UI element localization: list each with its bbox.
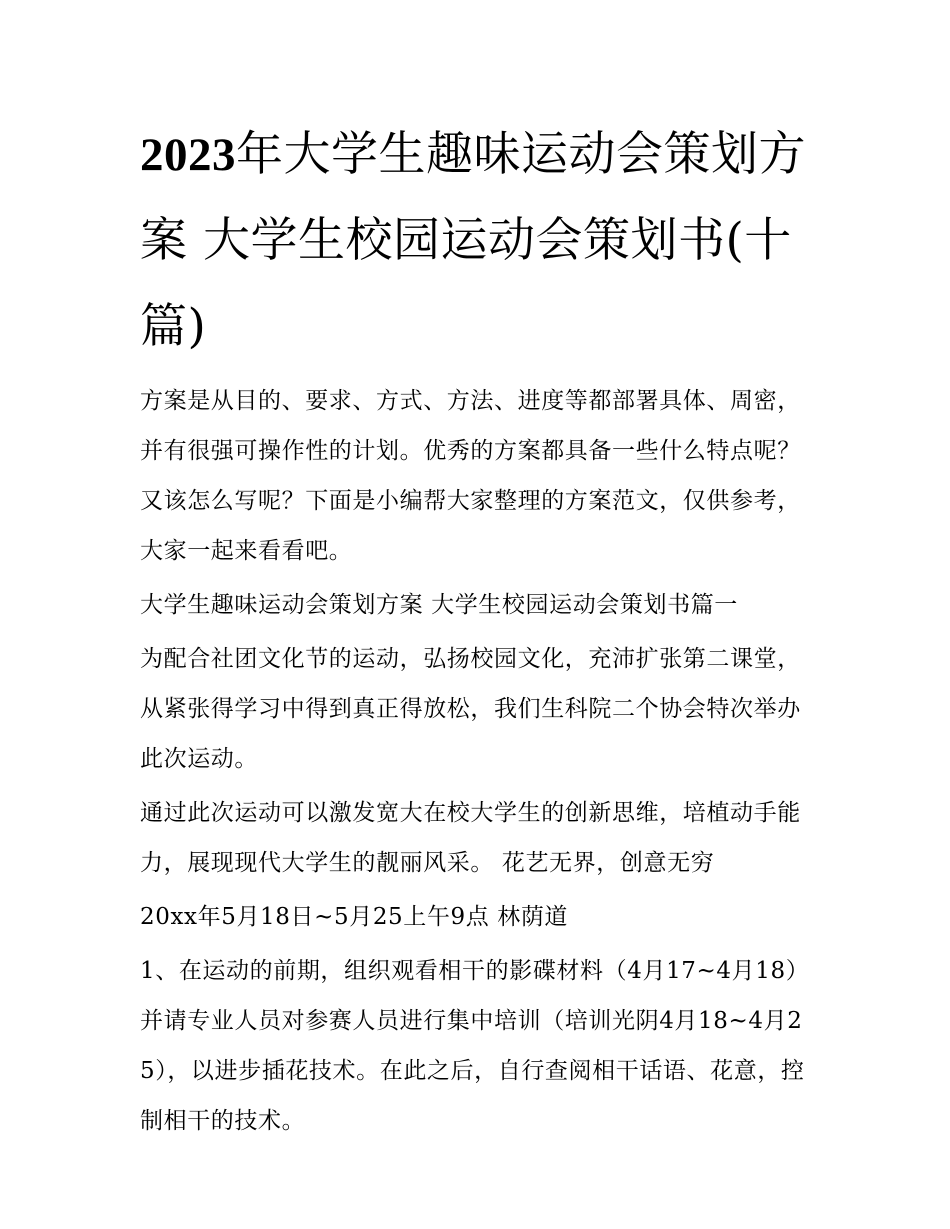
title-year: 2023 — [140, 129, 236, 181]
document-title — [140, 112, 820, 370]
time-place-paragraph: 20xx年5月18日~5月25上午9点 林荫道 — [140, 904, 569, 930]
intro-paragraph: 方案是从目的、要求、方式、方法、进度等都部署具体、周密，并有很强可操作性的计划。优秀的方案都具备一些什么特点呢？又该怎么写呢？下面是小编帮大家整理的方案范文，仅供参考，大家一起来看看吧。 — [140, 388, 801, 564]
document-body — [140, 112, 820, 1146]
step-one-paragraph: 1、在运动的前期，组织观看相干的影碟材料（4月17~4月18）并请专业人员对参赛人员进行集中培训（培训光阴4月18~4月25），以进步插花技术。在此之后，自行查阅相干话语、花意，控制相干的技术。 — [140, 958, 810, 1134]
title-text: 年大学生趣味运动会策划方案 大学生校园运动会策划书(十篇) — [140, 127, 806, 354]
section-heading: 大学生趣味运动会策划方案 大学生校园运动会策划书篇一 — [140, 592, 738, 618]
goal-paragraph: 通过此次运动可以激发宽大在校大学生的创新思维，培植动手能力，展现现代大学生的靓丽风采。 花艺无界，创意无穷 — [140, 800, 801, 876]
purpose-paragraph: 为配合社团文化节的运动，弘扬校园文化，充沛扩张第二课堂，从紧张得学习中得到真正得放松，我们生科院二个协会特次举办此次运动。 — [140, 646, 801, 772]
